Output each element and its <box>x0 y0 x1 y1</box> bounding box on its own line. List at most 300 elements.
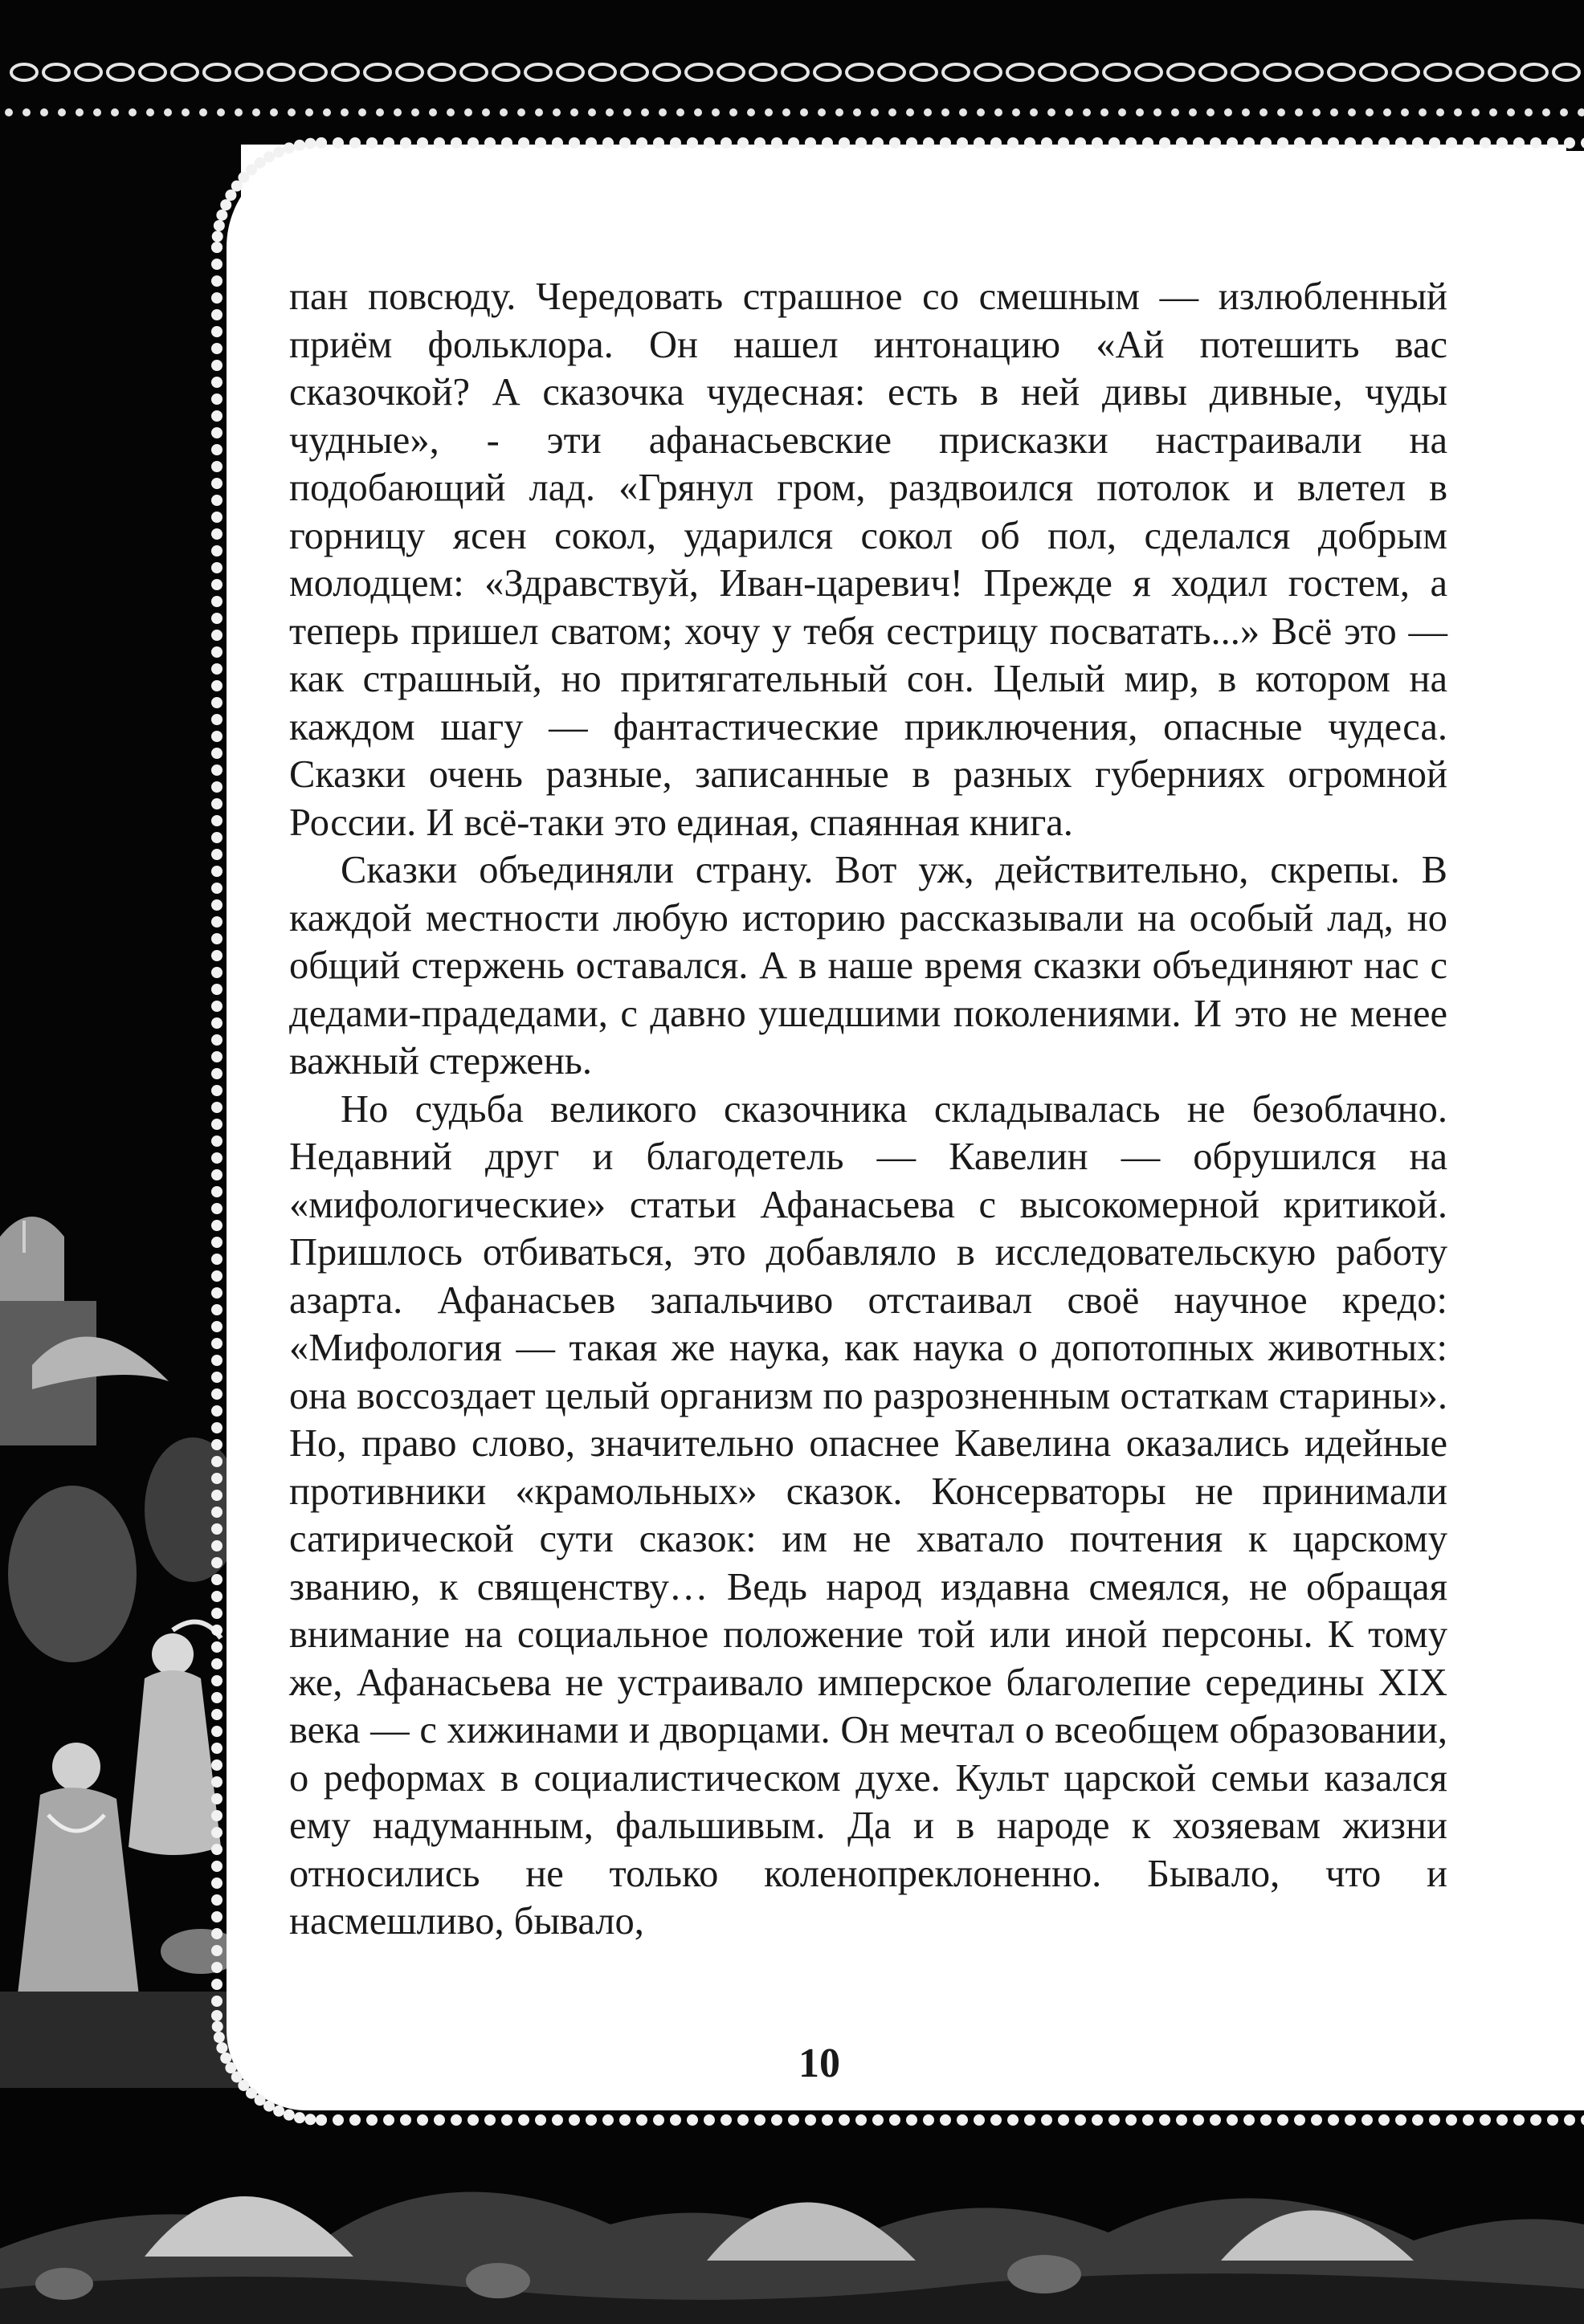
lace-bead <box>588 108 596 116</box>
frame-bead <box>211 343 222 354</box>
frame-bead <box>417 137 428 149</box>
frame-bead <box>704 137 715 149</box>
frame-bead <box>1547 2114 1558 2126</box>
frame-bead <box>653 137 664 149</box>
frame-bead <box>1075 2114 1086 2126</box>
lace-bead <box>1136 108 1144 116</box>
lace-bead <box>641 108 649 116</box>
frame-bead <box>737 137 749 149</box>
frame-bead <box>211 461 222 472</box>
frame-bead <box>211 1473 222 1484</box>
frame-bead <box>1108 2114 1120 2126</box>
frame-bead <box>211 1017 222 1029</box>
frame-bead <box>211 1254 222 1265</box>
frame-bead <box>211 1911 222 1922</box>
frame-bead <box>211 1894 222 1906</box>
frame-bead <box>957 2114 968 2126</box>
frame-bead <box>805 137 816 149</box>
frame-bead <box>1328 2114 1339 2126</box>
frame-bead <box>586 2114 597 2126</box>
lace-bead <box>1366 108 1374 116</box>
lace-loop <box>268 64 294 80</box>
frame-bead <box>535 2114 546 2126</box>
lace-loop <box>1200 64 1226 80</box>
lace-bead <box>22 108 31 116</box>
lace-bead <box>129 108 137 116</box>
frame-bead <box>602 137 614 149</box>
frame-bead <box>211 1625 222 1636</box>
frame-bead <box>1007 2114 1019 2126</box>
lace-loop <box>1329 64 1354 80</box>
lace-bead <box>835 108 843 116</box>
frame-bead <box>211 613 222 624</box>
frame-bead <box>211 1102 222 1113</box>
frame-bead <box>211 748 222 759</box>
frame-bead <box>1294 2114 1305 2126</box>
lace-loop <box>525 64 551 80</box>
lace-bead <box>1030 108 1038 116</box>
frame-bead <box>211 1692 222 1703</box>
lace-loop <box>1425 64 1451 80</box>
frame-bead <box>211 1203 222 1214</box>
lace-bead <box>1295 108 1303 116</box>
frame-bead <box>211 1945 222 1956</box>
lace-bead <box>1242 108 1250 116</box>
lace-loop <box>1104 64 1129 80</box>
frame-bead <box>211 663 222 675</box>
frame-bead <box>211 1793 222 1804</box>
lace-loop <box>236 64 262 80</box>
frame-bead <box>211 1658 222 1670</box>
frame-bead <box>1041 2114 1052 2126</box>
frame-bead <box>211 495 222 506</box>
frame-bead <box>284 142 295 153</box>
lace-loop <box>1232 64 1258 80</box>
frame-bead <box>501 2114 512 2126</box>
frame-bead <box>211 2010 222 2021</box>
frame-bead <box>1092 137 1103 149</box>
lace-loop <box>300 64 326 80</box>
frame-bead <box>552 2114 563 2126</box>
frame-bead <box>670 137 681 149</box>
lace-loop <box>1489 64 1515 80</box>
frame-bead <box>619 2114 631 2126</box>
frame-bead <box>211 242 222 253</box>
lace-loop <box>686 64 712 80</box>
frame-bead <box>1227 137 1238 149</box>
frame-bead <box>211 1270 222 1282</box>
lace-loop <box>1393 64 1419 80</box>
frame-bead <box>220 2053 231 2064</box>
frame-bead <box>216 2042 227 2053</box>
lace-bead <box>765 108 773 116</box>
frame-bead <box>1142 2114 1153 2126</box>
lace-bead <box>729 108 737 116</box>
frame-bead <box>211 360 222 371</box>
frame-bead <box>1125 137 1137 149</box>
frame-bead <box>211 849 222 860</box>
frame-bead <box>211 1068 222 1079</box>
lace-bead <box>959 108 967 116</box>
frame-bead <box>1547 137 1558 149</box>
lace-loop <box>1039 64 1065 80</box>
frame-bead <box>484 137 496 149</box>
lace-bead <box>1348 108 1356 116</box>
frame-bead <box>211 1928 222 1939</box>
frame-bead <box>211 1152 222 1164</box>
frame-bead <box>1429 2114 1440 2126</box>
frame-bead <box>704 2114 715 2126</box>
lace-bead <box>676 108 684 116</box>
lace-loop <box>1072 64 1097 80</box>
frame-bead <box>211 731 222 742</box>
frame-bead <box>872 137 884 149</box>
lace-bead <box>341 108 349 116</box>
frame-bead <box>636 2114 647 2126</box>
frame-bead <box>1530 137 1541 149</box>
page-number: 10 <box>798 2041 840 2086</box>
frame-bead <box>1108 137 1120 149</box>
lace-loop <box>943 64 969 80</box>
frame-bead <box>273 146 284 157</box>
frame-bead <box>211 646 222 658</box>
frame-bead <box>974 137 985 149</box>
frame-bead <box>211 815 222 826</box>
lace-bead <box>58 108 66 116</box>
frame-bead <box>211 1523 222 1535</box>
lace-loop <box>140 64 165 80</box>
lace-loop <box>1457 64 1483 80</box>
frame-bead <box>349 137 361 149</box>
frame-bead <box>451 2114 462 2126</box>
frame-bead <box>216 210 227 221</box>
frame-bead <box>1125 2114 1137 2126</box>
lace-loop <box>1168 64 1194 80</box>
lace-bead <box>1472 108 1480 116</box>
frame-bead <box>211 1540 222 1551</box>
frame-bead <box>687 2114 698 2126</box>
frame-bead <box>484 2114 496 2126</box>
frame-bead <box>872 2114 884 2126</box>
frame-bead <box>940 137 951 149</box>
frame-bead <box>1564 137 1575 149</box>
frame-bead <box>211 1287 222 1299</box>
frame-bead <box>501 137 512 149</box>
frame-bead <box>754 2114 765 2126</box>
frame-bead <box>839 2114 850 2126</box>
frame-bead <box>211 899 222 911</box>
lace-bead <box>270 108 278 116</box>
lace-loop <box>654 64 680 80</box>
frame-bead <box>211 1810 222 1821</box>
frame-bead <box>316 2114 327 2126</box>
frame-bead <box>1260 2114 1272 2126</box>
frame-bead <box>294 2112 305 2123</box>
frame-bead <box>1159 2114 1170 2126</box>
lace-bead <box>1100 108 1108 116</box>
frame-bead <box>211 697 222 708</box>
lace-loop <box>1553 64 1579 80</box>
lace-loop <box>975 64 1001 80</box>
frame-bead <box>940 2114 951 2126</box>
frame-bead <box>467 137 479 149</box>
frame-bead <box>211 275 222 287</box>
frame-bead <box>211 579 222 590</box>
frame-bead <box>211 1608 222 1619</box>
frame-bead <box>1395 2114 1406 2126</box>
frame-bead <box>467 2114 479 2126</box>
frame-bead <box>1496 137 1508 149</box>
frame-bead <box>990 2114 1002 2126</box>
lace-bead <box>1153 108 1161 116</box>
lace-bead <box>1012 108 1020 116</box>
lace-bead <box>941 108 949 116</box>
frame-bead <box>535 137 546 149</box>
lace-bead <box>358 108 366 116</box>
lace-bead <box>1189 108 1197 116</box>
frame-bead <box>923 137 934 149</box>
frame-bead <box>1463 2114 1474 2126</box>
frame-bead <box>211 1759 222 1771</box>
lace-bead <box>1118 108 1126 116</box>
frame-bead <box>771 137 782 149</box>
frame-bead <box>211 1034 222 1046</box>
frame-bead <box>211 1372 222 1383</box>
frame-bead <box>211 1979 222 1990</box>
frame-bead <box>211 1776 222 1788</box>
frame-bead <box>1159 137 1170 149</box>
lace-bead <box>376 108 384 116</box>
frame-bead <box>211 781 222 793</box>
frame-bead <box>788 2114 799 2126</box>
frame-bead <box>211 1962 222 1973</box>
lace-bead <box>323 108 331 116</box>
lace-bead <box>606 108 614 116</box>
frame-bead <box>636 137 647 149</box>
lace-loop <box>461 64 487 80</box>
frame-bead <box>211 883 222 894</box>
lace-bead <box>712 108 720 116</box>
lace-loop <box>108 64 133 80</box>
frame-bead <box>211 410 222 422</box>
frame-bead <box>211 1304 222 1315</box>
lace-bead <box>1259 108 1268 116</box>
lace-bead <box>305 108 313 116</box>
lace-bead <box>1224 108 1232 116</box>
frame-bead <box>211 967 222 978</box>
frame-bead <box>1210 2114 1221 2126</box>
frame-bead <box>211 545 222 557</box>
lace-bead <box>977 108 985 116</box>
frame-bead <box>211 714 222 725</box>
frame-bead <box>304 2114 316 2125</box>
lace-bead <box>1525 108 1533 116</box>
frame-bead <box>1176 137 1187 149</box>
frame-bead <box>788 137 799 149</box>
frame-bead <box>1075 137 1086 149</box>
frame-bead <box>211 630 222 641</box>
frame-bead <box>906 2114 917 2126</box>
frame-bead <box>1277 137 1288 149</box>
frame-bead <box>211 950 222 961</box>
frame-bead <box>211 1220 222 1231</box>
lace-bead <box>782 108 790 116</box>
frame-bead <box>211 1237 222 1248</box>
frame-bead <box>214 220 225 231</box>
frame-bead <box>211 1878 222 1889</box>
lace-bead <box>182 108 190 116</box>
frame-bead <box>586 137 597 149</box>
frame-bead <box>906 137 917 149</box>
lace-bead <box>1489 108 1497 116</box>
frame-bead <box>1260 137 1272 149</box>
frame-bead <box>1378 2114 1390 2126</box>
frame-bead <box>990 137 1002 149</box>
lace-loop <box>750 64 776 80</box>
frame-bead <box>211 596 222 607</box>
frame-bead <box>211 1388 222 1400</box>
lace-loop <box>76 64 101 80</box>
lace-bead <box>994 108 1002 116</box>
lace-bead <box>447 108 455 116</box>
frame-bead <box>1142 137 1153 149</box>
frame-bead <box>670 2114 681 2126</box>
lace-bead <box>217 108 225 116</box>
lace-bead <box>464 108 472 116</box>
lace-loop <box>782 64 808 80</box>
frame-bead <box>211 1827 222 1838</box>
frame-bead <box>211 1439 222 1450</box>
frame-bead <box>721 137 732 149</box>
lace-loop <box>1264 64 1290 80</box>
lace-loop <box>43 64 69 80</box>
frame-bead <box>211 1709 222 1720</box>
frame-bead <box>1024 2114 1035 2126</box>
lace-bead <box>1454 108 1462 116</box>
lace-bead <box>1083 108 1091 116</box>
frame-bead <box>1243 2114 1255 2126</box>
frame-bead <box>923 2114 934 2126</box>
lace-bead <box>1065 108 1073 116</box>
frame-bead <box>400 137 411 149</box>
frame-bead <box>1227 2114 1238 2126</box>
frame-bead <box>211 866 222 877</box>
frame-bead <box>1176 2114 1187 2126</box>
frame-bead <box>839 137 850 149</box>
lace-bead <box>1578 108 1584 116</box>
frame-bead <box>211 1321 222 1332</box>
lace-loop <box>333 64 358 80</box>
lace-bead <box>429 108 437 116</box>
frame-bead <box>1311 2114 1322 2126</box>
frame-bead <box>1496 2114 1508 2126</box>
frame-bead <box>333 137 344 149</box>
frame-bead <box>211 1641 222 1653</box>
frame-bead <box>754 137 765 149</box>
lace-bead <box>1436 108 1444 116</box>
lace-bead <box>40 108 48 116</box>
frame-bead <box>211 1743 222 1754</box>
frame-bead <box>1092 2114 1103 2126</box>
frame-bead <box>211 1405 222 1417</box>
lace-loop <box>429 64 455 80</box>
lace-bead <box>1542 108 1550 116</box>
lace-bead <box>482 108 490 116</box>
frame-bead <box>1480 137 1491 149</box>
lace-loop <box>172 64 198 80</box>
lace-bead <box>411 108 419 116</box>
frame-bead <box>1277 2114 1288 2126</box>
frame-bead <box>1581 137 1584 149</box>
lace-loop <box>1007 64 1033 80</box>
frame-bead <box>1193 137 1204 149</box>
frame-bead <box>434 2114 445 2126</box>
frame-bead <box>211 1490 222 1501</box>
frame-bead <box>569 137 580 149</box>
lace-loop <box>493 64 519 80</box>
frame-bead <box>771 2114 782 2126</box>
lace-bead <box>1560 108 1568 116</box>
frame-bead <box>211 393 222 405</box>
lace-bead <box>1277 108 1285 116</box>
frame-bead <box>822 2114 833 2126</box>
frame-bead <box>434 137 445 149</box>
lace-bead <box>288 108 296 116</box>
frame-bead <box>211 1591 222 1602</box>
frame-bead <box>211 1726 222 1737</box>
article-text <box>289 273 1447 1946</box>
frame-bead <box>1362 2114 1373 2126</box>
lace-bead <box>623 108 631 116</box>
lace-bead <box>517 108 525 116</box>
frame-bead <box>400 2114 411 2126</box>
lace-border-ornament <box>0 32 1584 137</box>
frame-bead <box>1378 137 1390 149</box>
lace-bead <box>5 108 13 116</box>
frame-bead <box>518 2114 529 2126</box>
lace-bead <box>235 108 243 116</box>
frame-bead <box>211 1844 222 1855</box>
frame-bead <box>1412 2114 1423 2126</box>
frame-bead <box>211 764 222 776</box>
frame-bead <box>1024 137 1035 149</box>
frame-bead <box>211 916 222 928</box>
lace-bead <box>1330 108 1338 116</box>
lace-bead <box>1383 108 1391 116</box>
frame-bead <box>383 2114 394 2126</box>
lace-loop <box>1521 64 1547 80</box>
frame-bead <box>211 528 222 540</box>
frame-bead <box>211 1574 222 1585</box>
lace-loop <box>911 64 937 80</box>
frame-bead <box>805 2114 816 2126</box>
lace-loop <box>1136 64 1161 80</box>
frame-bead <box>211 798 222 809</box>
paragraph-1: пан повсюду. Чередовать страшное со смешным — излюбленный приём фольклора. Он нашел интонацию «Ай потешить вас сказочкой? А сказочка чудесная: есть в ней дивы дивные, чуды чудные», - эти афанасьевские присказки настраивали на подобающий лад. «Грянул гром, раздвоился потолок и влетел в горницу ясен сокол, ударился сокол об пол, сделался добрым молодцем: «Здравствуй, Иван-царевич! Прежде я ходил гостем, а теперь пришел сватом; хочу у тебя сестрицу посватать...» Всё это — как страшный, но притягательный сон. Целый мир, в котором на каждом шагу — фантастические приключения, опасные чудеса. Сказки очень разные, записанные в разных губерниях огромной России. И всё-таки это единая, спаянная книга. <box>289 275 1447 844</box>
frame-bead <box>211 512 222 523</box>
lace-bead <box>1047 108 1055 116</box>
frame-bead <box>211 444 222 455</box>
lace-loop <box>879 64 904 80</box>
frame-bead <box>855 137 867 149</box>
frame-bead <box>1193 2114 1204 2126</box>
frame-bead <box>211 309 222 320</box>
frame-bead <box>211 1996 222 2007</box>
lace-loop <box>847 64 872 80</box>
frame-bead <box>220 199 231 210</box>
frame-bead <box>653 2114 664 2126</box>
frame-bead <box>383 137 394 149</box>
